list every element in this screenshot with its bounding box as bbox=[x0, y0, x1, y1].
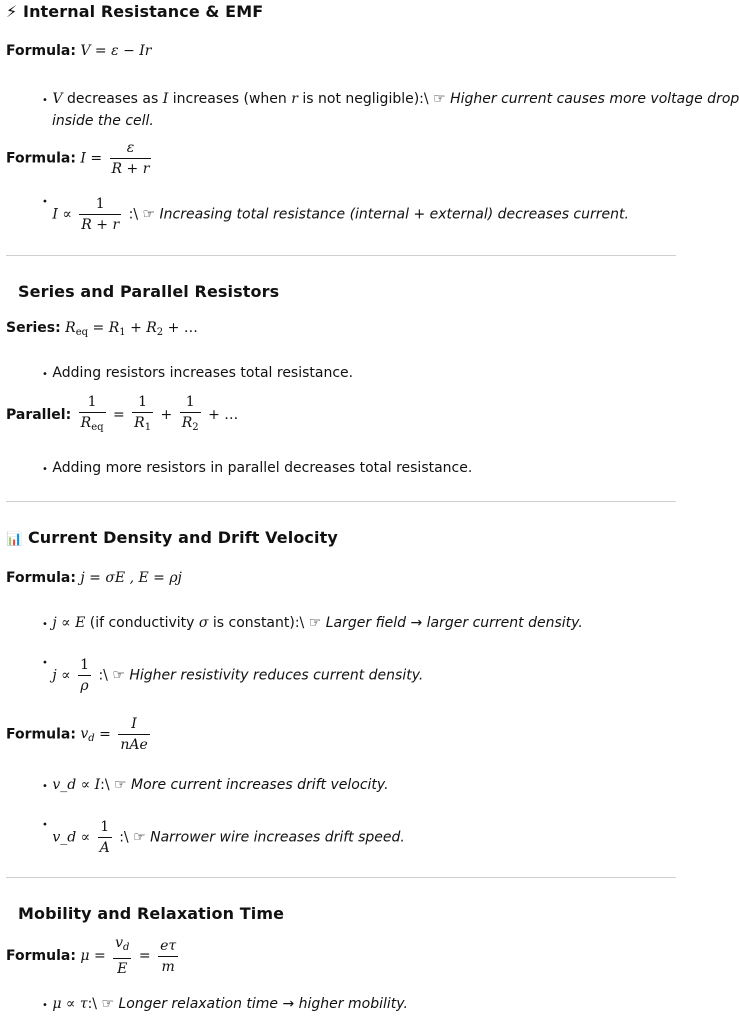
formula-line bbox=[6, 320, 198, 338]
var-r: R bbox=[134, 415, 145, 431]
formula-lhs: I = bbox=[80, 150, 103, 167]
var-r: R bbox=[65, 320, 76, 336]
lightning-icon: ⚡ bbox=[6, 2, 18, 21]
bullet-tail: :\ bbox=[87, 996, 98, 1012]
fraction bbox=[79, 394, 106, 436]
bullet-note: Larger field → larger current density. bbox=[325, 615, 583, 631]
bullet-dot: • bbox=[42, 95, 48, 106]
bullet-dot: • bbox=[42, 657, 48, 669]
formula-line bbox=[6, 935, 181, 977]
fraction-denominator: A bbox=[99, 840, 110, 856]
fraction-denominator: nAe bbox=[120, 737, 148, 753]
bullet-formula: μ ∝ τ bbox=[52, 996, 88, 1012]
bullet-note: Higher current causes more voltage drop bbox=[450, 91, 739, 107]
bullet-tail: :\ bbox=[119, 829, 129, 846]
bullet-text: increases (when bbox=[172, 91, 287, 107]
var-r: R bbox=[108, 320, 120, 336]
fraction bbox=[180, 394, 201, 436]
plus-sign: + bbox=[208, 407, 220, 423]
fraction-numerator: 1 bbox=[78, 657, 91, 676]
formula-line bbox=[6, 43, 151, 59]
bullet-note-continued: inside the cell. bbox=[52, 113, 154, 129]
var-r: R bbox=[181, 415, 193, 431]
bullet-note: Narrower wire increases drift speed. bbox=[150, 829, 405, 846]
bullet-item bbox=[42, 996, 408, 1012]
equals-sign: = bbox=[99, 726, 111, 743]
bullet-formula: j ∝ E bbox=[52, 615, 86, 631]
fraction-numerator: 1 bbox=[79, 394, 106, 413]
subscript: 2 bbox=[192, 422, 199, 433]
fraction-numerator: ε bbox=[110, 140, 152, 159]
bullet-note: Increasing total resistance (internal + external) decreases current. bbox=[159, 206, 629, 223]
formula-label: Formula: bbox=[6, 150, 76, 167]
var-v: v bbox=[115, 935, 124, 951]
formula-label: Formula: bbox=[6, 43, 76, 59]
subscript: d bbox=[88, 732, 95, 744]
fraction bbox=[110, 140, 152, 177]
ellipsis: … bbox=[224, 407, 239, 423]
subscript: 1 bbox=[144, 422, 152, 433]
var-i: I bbox=[162, 91, 169, 107]
equals-sign: = bbox=[93, 948, 106, 964]
bullet-note: More current increases drift velocity. bbox=[131, 777, 389, 793]
plus-sign: + bbox=[167, 320, 180, 336]
section-title-internal-resistance bbox=[6, 2, 263, 21]
fraction bbox=[158, 938, 178, 975]
fraction-denominator: m bbox=[161, 958, 175, 975]
bullet-dot: • bbox=[42, 196, 48, 208]
subscript: 1 bbox=[119, 327, 126, 338]
bullet-dot: • bbox=[42, 369, 48, 380]
pointing-hand-icon: ☞ bbox=[308, 615, 322, 631]
pointing-hand-icon: ☞ bbox=[101, 996, 115, 1012]
fraction bbox=[98, 819, 112, 856]
plus-sign: + bbox=[160, 407, 173, 423]
var-r: R bbox=[80, 415, 92, 431]
bullet-item bbox=[42, 819, 405, 856]
equals-sign: = bbox=[138, 948, 151, 964]
bullet-item bbox=[42, 88, 739, 112]
fraction bbox=[132, 394, 153, 436]
subscript: d bbox=[123, 942, 130, 953]
formula-label: Parallel: bbox=[6, 407, 72, 423]
subscript: eq bbox=[75, 327, 89, 338]
fraction bbox=[78, 657, 91, 694]
formula-line bbox=[6, 570, 182, 586]
formula-value: V = ε − Ir bbox=[80, 43, 152, 59]
bullet-formula: v_d ∝ I bbox=[52, 777, 101, 793]
section-divider bbox=[6, 255, 676, 256]
var-r: R bbox=[146, 320, 157, 336]
formula-value: j = σE , E = ρj bbox=[80, 570, 182, 586]
pointing-hand-icon: ☞ bbox=[112, 667, 125, 684]
fraction bbox=[79, 196, 121, 233]
bullet-dot: • bbox=[42, 819, 48, 831]
bullet-tail: :\ bbox=[128, 206, 139, 223]
section-title-text: Current Density and Drift Velocity bbox=[27, 528, 338, 547]
formula-label: Formula: bbox=[6, 570, 76, 586]
bullet-item bbox=[42, 657, 423, 694]
fraction-numerator: I bbox=[118, 716, 149, 735]
formula-line bbox=[6, 140, 154, 177]
bullet-dot: • bbox=[42, 619, 48, 630]
section-divider bbox=[6, 501, 676, 502]
bullet-formula: v_d ∝ bbox=[52, 829, 91, 846]
fraction bbox=[113, 935, 131, 977]
bullet-text: is not negligible):\ bbox=[302, 91, 429, 107]
bullet-item bbox=[42, 777, 389, 793]
bullet-formula: j ∝ bbox=[52, 667, 71, 684]
var-v: V bbox=[52, 91, 63, 107]
bullet-item bbox=[42, 460, 472, 476]
formula-label: Formula: bbox=[6, 948, 76, 964]
pointing-hand-icon: ☞ bbox=[433, 91, 446, 107]
equals-sign: = bbox=[92, 320, 105, 336]
bullet-item bbox=[42, 196, 629, 233]
fraction-denominator: R + r bbox=[111, 161, 150, 177]
fraction bbox=[118, 716, 149, 753]
fraction-denominator: E bbox=[117, 961, 128, 977]
fraction-numerator: 1 bbox=[98, 819, 112, 838]
equals-sign: = bbox=[112, 407, 125, 423]
section-title-text: Internal Resistance & EMF bbox=[23, 2, 264, 21]
subscript: eq bbox=[91, 422, 104, 433]
plus-sign: + bbox=[130, 320, 142, 336]
bullet-note: Longer relaxation time → higher mobility. bbox=[118, 996, 408, 1012]
var-mu: μ bbox=[80, 948, 90, 964]
section-title-current-density bbox=[6, 528, 338, 547]
var-v: v bbox=[80, 725, 89, 742]
ellipsis: … bbox=[183, 320, 198, 336]
bullet-tail: :\ bbox=[98, 667, 108, 684]
fraction-numerator: 1 bbox=[132, 394, 153, 413]
var-r: r bbox=[291, 91, 298, 107]
fraction-numerator: 1 bbox=[180, 394, 201, 413]
bullet-text: Adding more resistors in parallel decreases total resistance. bbox=[52, 460, 473, 476]
subscript: 2 bbox=[156, 327, 164, 338]
formula-label: Series: bbox=[6, 320, 61, 336]
pointing-hand-icon: ☞ bbox=[133, 829, 146, 846]
bar-chart-icon: 📊 bbox=[6, 532, 23, 547]
formula-label: Formula: bbox=[6, 726, 76, 743]
formula-line bbox=[6, 716, 153, 753]
fraction-numerator: 1 bbox=[79, 196, 121, 215]
pointing-hand-icon: ☞ bbox=[142, 206, 156, 223]
var-sigma: σ bbox=[198, 615, 209, 631]
bullet-dot: • bbox=[42, 1000, 48, 1011]
section-title-mobility: Mobility and Relaxation Time bbox=[18, 904, 285, 923]
fraction-denominator: ρ bbox=[80, 678, 89, 694]
bullet-text: (if conductivity bbox=[89, 615, 195, 631]
bullet-item bbox=[42, 615, 583, 631]
bullet-item bbox=[42, 365, 353, 381]
formula-line bbox=[6, 394, 238, 436]
bullet-text: is constant):\ bbox=[212, 615, 305, 631]
bullet-note: Higher resistivity reduces current density. bbox=[129, 667, 424, 684]
bullet-dot: • bbox=[42, 781, 48, 792]
section-divider bbox=[6, 877, 676, 878]
pointing-hand-icon: ☞ bbox=[114, 777, 127, 793]
bullet-formula: I ∝ bbox=[52, 206, 72, 223]
fraction-denominator: R + r bbox=[81, 217, 120, 233]
bullet-dot: • bbox=[42, 464, 48, 475]
bullet-text: Adding resistors increases total resistance. bbox=[52, 365, 354, 381]
fraction-numerator: eτ bbox=[158, 938, 178, 957]
bullet-text: decreases as bbox=[66, 91, 159, 107]
section-title-series-parallel: Series and Parallel Resistors bbox=[18, 282, 280, 301]
bullet-tail: :\ bbox=[100, 777, 110, 793]
